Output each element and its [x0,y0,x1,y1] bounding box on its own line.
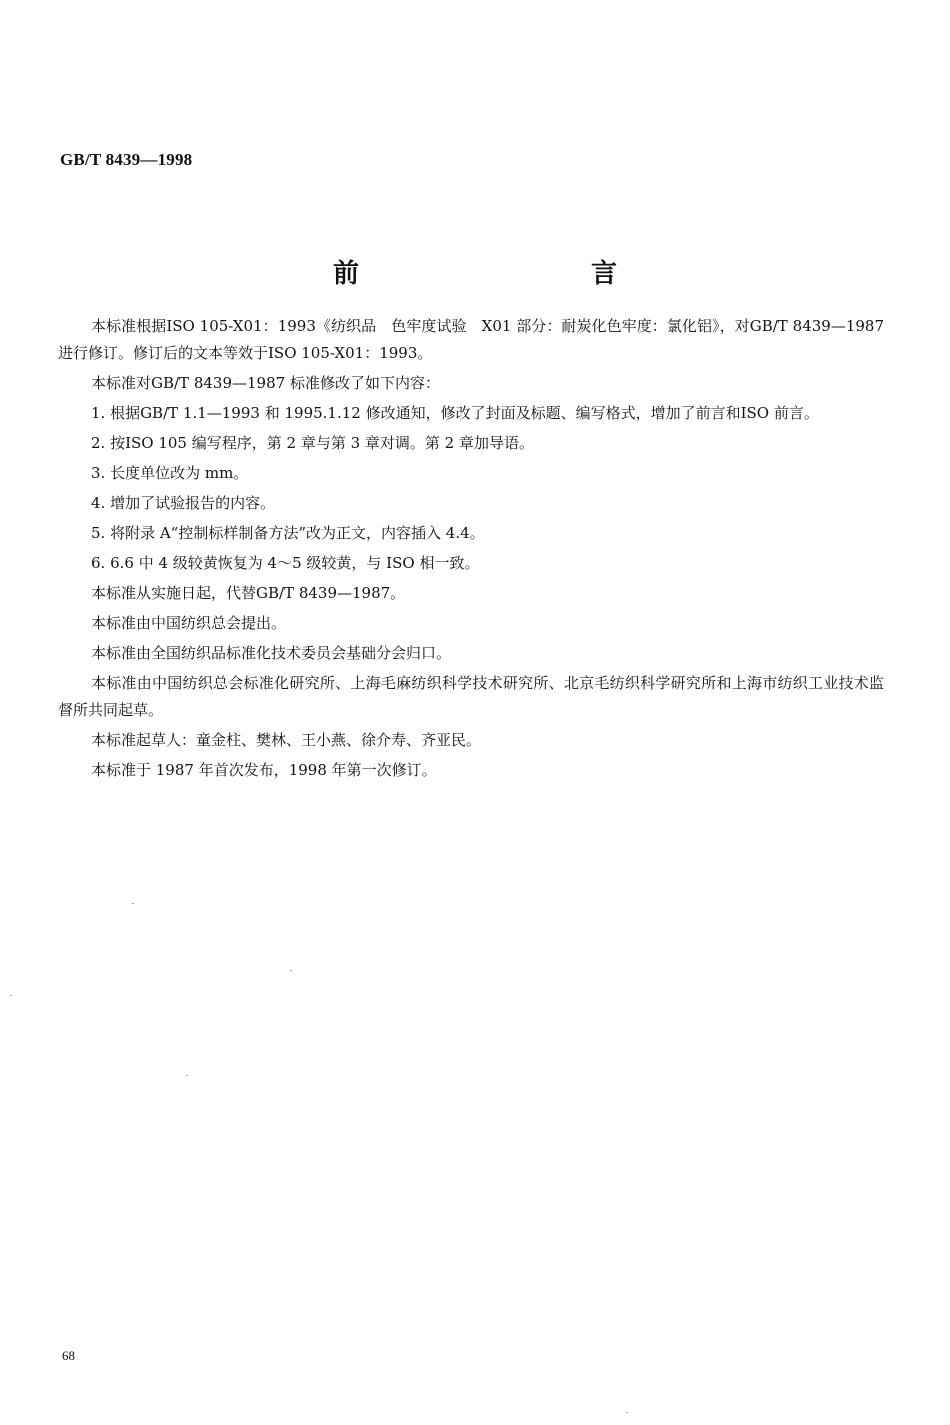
list-item: 5. 将附录 A“控制标样制备方法”改为正文，内容插入 4.4。 [91,524,485,542]
scan-speck [10,995,12,996]
scan-speck [626,1412,628,1413]
paragraph: 本标准从实施日起，代替GB/T 8439—1987。 [91,584,406,602]
list-item: 1. 根据GB/T 1.1—1993 和 1995.1.12 修改通知，修改了封面及标题、编写格式，增加了前言和ISO 前言。 [91,404,819,422]
foreword-body [58,313,884,787]
list-item: 4. 增加了试验报告的内容。 [91,494,276,512]
standard-code: GB/T 8439—1998 [60,150,193,169]
page-title: 前 言 [332,259,677,289]
paragraph: 本标准由中国纺织总会标准化研究所、上海毛麻纺织科学技术研究所、北京毛纺织科学研究所和上海市纺织工业技术监督所共同起草。 [58,674,884,719]
scan-speck [132,903,134,904]
scan-speck [290,970,292,971]
paragraph: 本标准对GB/T 8439—1987 标准修改了如下内容： [91,374,440,392]
list-item: 6. 6.6 中 4 级较黄恢复为 4～5 级较黄，与 ISO 相一致。 [91,554,480,572]
paragraph: 本标准由中国纺织总会提出。 [91,614,287,632]
list-item: 3. 长度单位改为 mm。 [91,464,249,482]
paragraph: 本标准起草人：童金柱、樊林、王小燕、徐介寿、齐亚民。 [91,731,482,749]
list-item: 2. 按ISO 105 编写程序，第 2 章与第 3 章对调。第 2 章加导语。 [91,434,534,452]
paragraph: 本标准由全国纺织品标准化技术委员会基础分会归口。 [91,644,452,662]
page-number: 68 [62,1348,75,1363]
paragraph: 本标准于 1987 年首次发布，1998 年第一次修订。 [91,761,437,779]
scan-speck [186,1075,188,1076]
paragraph: 本标准根据ISO 105-X01：1993《纺织品 色牢度试验 X01 部分：耐炭化色牢度：氯化铝》，对GB/T 8439—1987进行修订。修订后的文本等效于ISO 105-X01：1993。 [58,317,884,362]
